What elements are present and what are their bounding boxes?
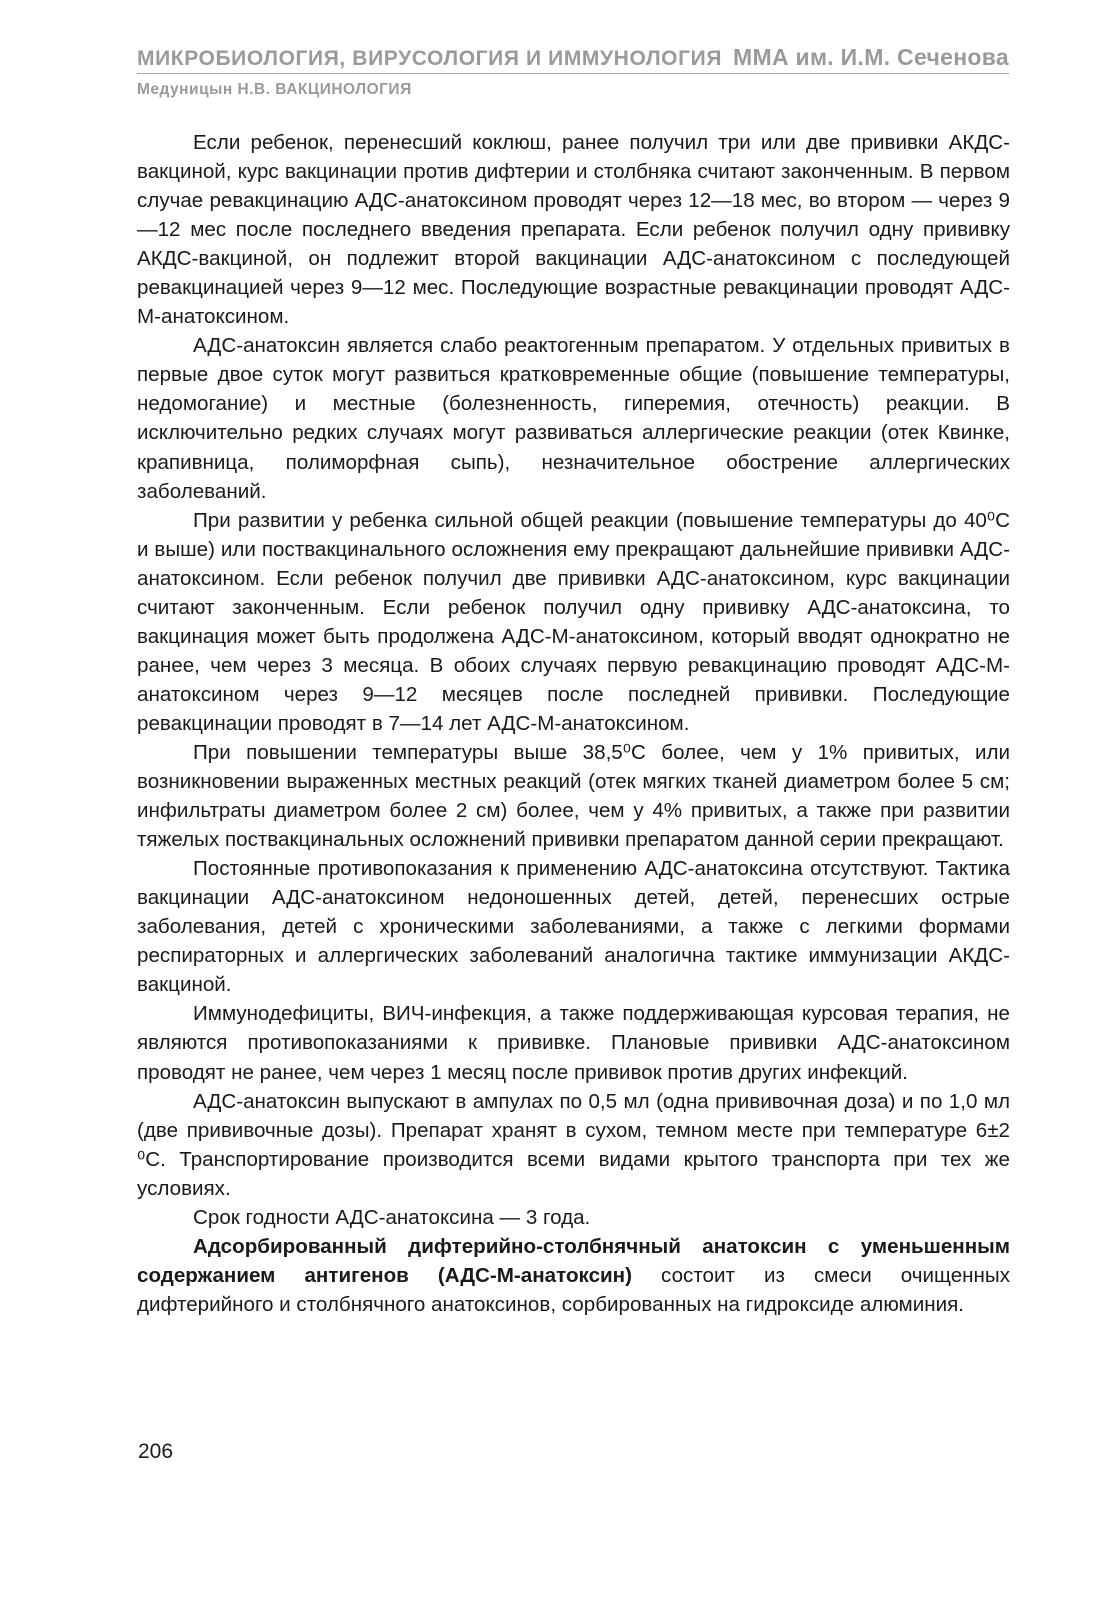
paragraph: Постоянные противопоказания к применению АДС-анатоксина отсутствуют. Тактика вакцинации АДС-анатоксином недоношенных детей, детей, перенесших острые заболевания, детей с хроническими заболеваниями, а также с легкими формами респираторных и аллергических заболеваний аналогична тактике иммунизации АКДС-вакциной.	[137, 857, 1010, 997]
header-institution: ММА им. И.М. Сеченова	[733, 44, 1009, 70]
paragraph: АДС-анатоксин выпускают в ампулах по 0,5 мл (одна прививочная доза) и по 1,0 мл (две прививочные дозы). Препарат хранят в сухом, темном месте при температуре 6±2 ⁰С. Транспортирование производится всеми видами крытого транспорта при тех же условиях.	[137, 1089, 1010, 1200]
header-author-title: Медуницын Н.В. ВАКЦИНОЛОГИЯ	[137, 81, 412, 98]
header-row	[137, 44, 1009, 74]
paragraph: АДС-анатоксин является слабо реактогенным препаратом. У отдельных привитых в первые двое суток могут развиться кратковременные общие (повышение температуры, недомогание) и местные (болезненность, гиперемия, отечность) реакции. В исключительно редких случаях могут развиваться аллергические реакции (отек Квинке, крапивница, полиморфная сыпь), незначительное обострение аллергических заболеваний.	[137, 334, 1010, 503]
paragraph: При повышении температуры выше 38,5⁰С более, чем у 1% привитых, или возникновении выраженных местных реакций (отек мягких тканей диаметром более 5 см; инфильтраты диаметром более 2 см) более, чем у 4% привитых, а также при развитии тяжелых поствакцинальных осложнений прививки препаратом данной серии прекращают.	[137, 740, 1010, 852]
paragraph: Срок годности АДС-анатоксина — 3 года.	[193, 1205, 591, 1229]
paragraph-definition	[137, 1232, 1010, 1319]
header-book-title: МИКРОБИОЛОГИЯ, ВИРУСОЛОГИЯ И ИММУНОЛОГИЯ	[137, 47, 723, 70]
paragraph: Иммунодефициты, ВИЧ-инфекция, а также поддерживающая курсовая терапия, не являются противопоказаниями к прививке. Плановые прививки АДС-анатоксином проводят не ранее, чем через 1 месяц после прививок против других инфекций.	[137, 1002, 1010, 1084]
page-number: 206	[138, 1440, 174, 1463]
main-text	[137, 128, 1010, 1319]
paragraph: При развитии у ребенка сильной общей реакции (повышение температуры до 40⁰С и выше) или поствакцинального осложнения ему прекращают дальнейшие прививки АДС-анатоксином. Если ребенок получил две прививки АДС-анатоксином, курс вакцинации считают законченным. Если ребенок получил одну прививку АДС-анатоксина, то вакцинация может быть продолжена АДС-М-анатоксином, который вводят однократно не ранее, чем через 3 месяца. В обоих случаях первую ревакцинацию проводят АДС-М-анатоксином через 9—12 месяцев после последней прививки. Последующие ревакцинации проводят в 7—14 лет АДС-М-анатоксином.	[137, 508, 1010, 735]
paragraph: Если ребенок, перенесший коклюш, ранее получил три или две прививки АКДС-вакциной, курс вакцинации против дифтерии и столбняка считают законченным. В первом случае ревакцинацию АДС-анатоксином проводят через 12—18 мес, во втором — через 9—12 мес после последнего введения препарата. Если ребенок получил одну прививку АКДС-вакциной, он подлежит второй вакцинации АДС-анатоксином с последующей ревакцинацией через 9—12 мес. Последующие возрастные ревакцинации проводят АДС-М-анатоксином.	[137, 131, 1010, 329]
running-header	[137, 44, 1009, 99]
definition-text: состоит из смеси очищенных дифтерийного и столбнячного анатоксинов, сорбированных на гидроксиде алюминия.	[137, 1263, 1011, 1316]
term-bold: Адсорбированный дифтерийно-столбнячный анатоксин с уменьшенным содержанием антигенов (АДС-М-анатоксин)	[137, 1234, 1010, 1287]
